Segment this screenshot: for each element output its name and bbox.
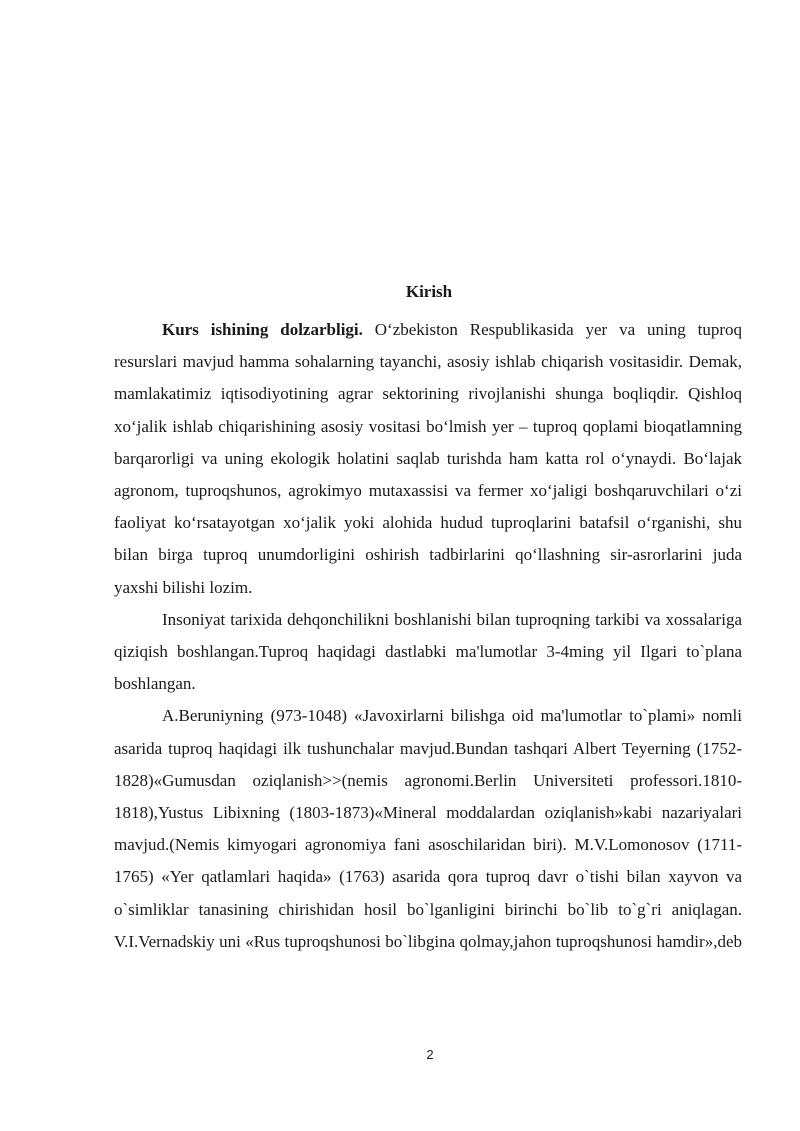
paragraph-scholars xyxy=(114,700,742,958)
paragraph-lead: Kurs ishining dolzarbligi. xyxy=(162,320,363,339)
paragraph-text: O‘zbekiston Respublikasida yer va uning tuproq resurslari mavjud hamma sohalarning tayanchi, asosiy ishlab chiqarish vositasidir. Demak, mamlakatimiz iqtisodiyotining agrar sektorining rivojlanishi shunga boqliqdir. Qishloq xo‘jalik ishlab chiqarishining asosiy vositasi bo‘lmish yer – tuproq qoplami bioqatlamning barqarorligi va uning ekologik holatini saqlab turishda ham katta rol o‘ynaydi. Bo‘lajak agronom, tuproqshunos, agrokimyo mutaxassisi va fermer xo‘jaligi boshqaruvchilari o‘zi faoliyat ko‘rsatayotgan xo‘jalik yoki alohida hudud tuproqlarini batafsil o‘rganishi, shu bilan birga tuproq unumdorligini oshirish tadbirlarini qo‘llashning sir-asrorlarini juda yaxshi bilishi lozim. xyxy=(114,320,742,597)
page-number: 2 xyxy=(426,1047,434,1062)
paragraph-text: A.Beruniyning (973-1048) «Javoxirlarni bilishga oid ma'lumotlar to`plami» nomli asarida tuproq haqidagi ilk tushunchalar mavjud.Bundan tashqari Albert Teyerning (1752-1828)«Gumusdan oziqlanish>>(nemis agronomi.Berlin Universiteti professori.1810-1818),Yustus Libixning (1803-1873)«Mineral moddalardan oziqlanish»kabi nazariyalari mavjud.(Nemis kimyogari agronomiya fani asoschilaridan biri). M.V.Lomonosov (1711-1765) «Yer qatlamlari haqida» (1763) asarida qora tuproq davr o`tishi bilan xayvon va o`simliklar tanasining chirishidan hosil bo`lganligini birinchi bo`lib to`g`ri aniqlagan. V.I.Vernadskiy uni «Rus tuproqshunosi bo`libgina qolmay,jahon tuproqshunosi hamdir»,deb xyxy=(114,706,742,951)
body-text xyxy=(114,314,742,958)
paragraph-relevance xyxy=(114,314,742,604)
paragraph-text: Insoniyat tarixida dehqonchilikni boshlanishi bilan tuproqning tarkibi va xossalariga qiziqish boshlangan.Tuproq haqidagi dastlabki ma'lumotlar 3-4ming yil Ilgari to`plana boshlangan. xyxy=(114,609,742,694)
paragraph-history xyxy=(114,604,742,701)
section-heading: Kirish xyxy=(405,282,453,301)
